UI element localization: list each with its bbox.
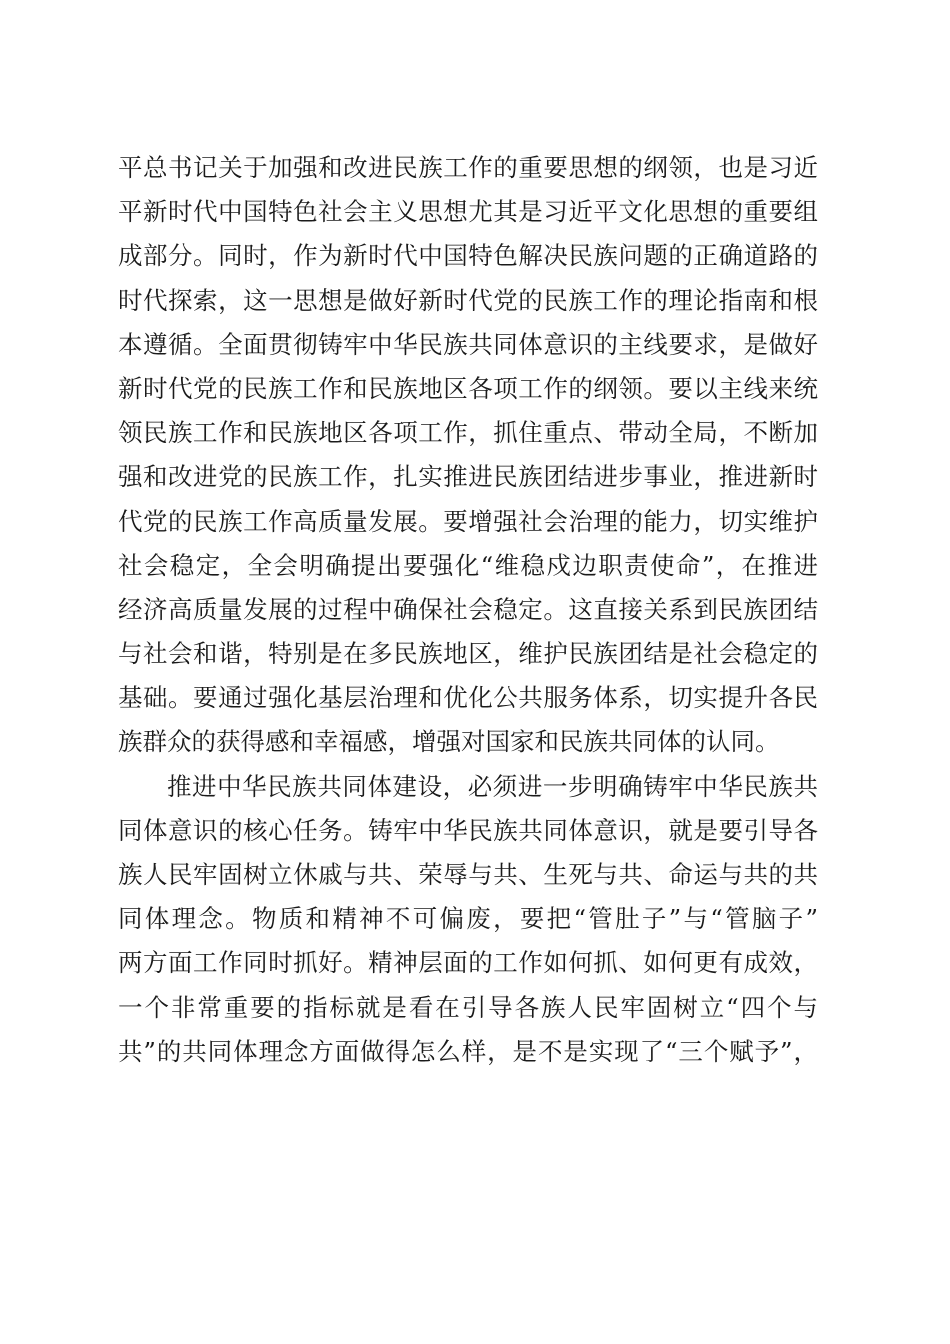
text-line: 领民族工作和民族地区各项工作，抓住重点、带动全局，不断加 (118, 418, 818, 448)
text-line: 族群众的获得感和幸福感，增强对国家和民族共同体的认同。 (118, 727, 780, 757)
text-line: 代党的民族工作高质量发展。要增强社会治理的能力，切实维护 (118, 506, 818, 536)
text-line: 强和改进党的民族工作，扎实推进民族团结进步事业，推进新时 (118, 462, 818, 492)
text-line: 平总书记关于加强和改进民族工作的重要思想的纲领，也是习近 (118, 153, 818, 182)
text-line: 共”的共同体理念方面做得怎么样，是不是实现了“三个赋予”， (118, 1036, 818, 1066)
text-line: 经济高质量发展的过程中确保社会稳定。这直接关系到民族团结 (118, 594, 818, 624)
text-line: 同体意识的核心任务。铸牢中华民族共同体意识，就是要引导各 (118, 815, 818, 845)
text-line: 两方面工作同时抓好。精神层面的工作如何抓、如何更有成效， (118, 948, 818, 978)
text-line: 基础。要通过强化基层治理和优化公共服务体系，切实提升各民 (118, 683, 818, 713)
paragraph-first-line: 推进中华民族共同体建设，必须进一步明确铸牢中华民族共 (167, 771, 818, 801)
body-text (118, 146, 818, 1074)
text-line: 成部分。同时，作为新时代中国特色解决民族问题的正确道路的 (118, 241, 818, 271)
text-line: 同体理念。物质和精神不可偏废，要把“管肚子”与“管脑子” (118, 904, 818, 934)
text-line: 族人民牢固树立休戚与共、荣辱与共、生死与共、命运与共的共 (118, 860, 818, 889)
text-line: 一个非常重要的指标就是看在引导各族人民牢固树立“四个与 (118, 992, 818, 1022)
text-line: 平新时代中国特色社会主义思想尤其是习近平文化思想的重要组 (118, 197, 818, 227)
text-line: 新时代党的民族工作和民族地区各项工作的纲领。要以主线来统 (118, 373, 818, 403)
text-line: 社会稳定，全会明确提出要强化“维稳戍边职责使命”，在推进 (118, 550, 818, 580)
text-line: 本遵循。全面贯彻铸牢中华民族共同体意识的主线要求，是做好 (118, 329, 818, 359)
text-line: 与社会和谐，特别是在多民族地区，维护民族团结是社会稳定的 (118, 639, 818, 669)
text-line: 时代探索，这一思想是做好新时代党的民族工作的理论指南和根 (118, 285, 818, 315)
